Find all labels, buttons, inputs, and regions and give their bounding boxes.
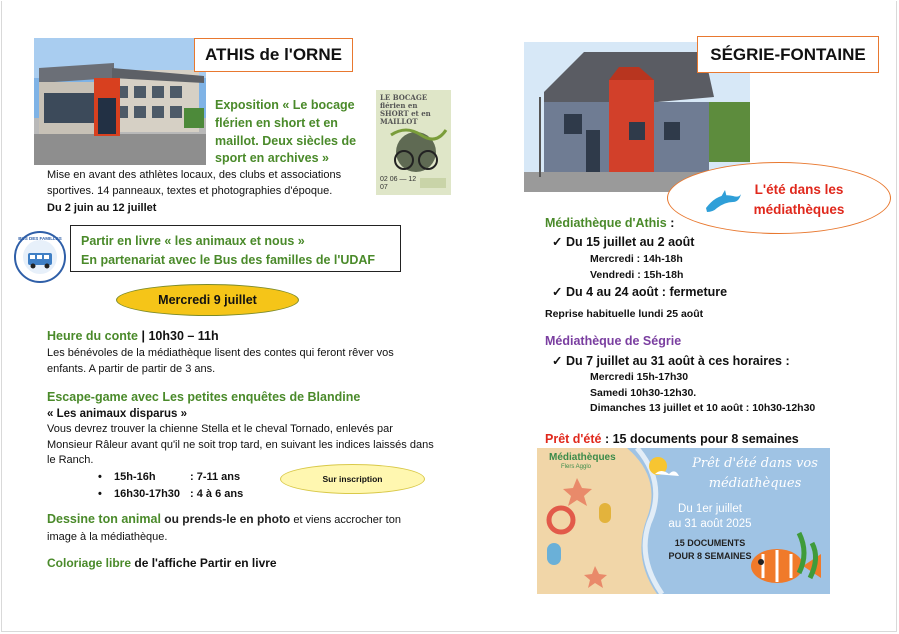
pret-rest: : 15 documents pour 8 semaines	[601, 432, 799, 446]
partner-line2: En partenariat avec le Bus des familles de l'UDAF	[81, 252, 376, 267]
poster-title: LE BOCAGE flérien en SHORT et en MAILLOT	[380, 93, 431, 127]
expo-dates: Du 2 juin au 12 juillet	[47, 202, 157, 214]
period1-text: Du 15 juillet au 2 août	[565, 235, 695, 249]
athis-media-title: Médiathèque d'Athis	[545, 216, 667, 230]
banner-script-title: Prêt d'été dans vos médiathèques	[692, 456, 818, 492]
inscription-badge: Sur inscription	[280, 464, 425, 494]
athis-title: ATHIS de l'ORNE	[194, 38, 353, 72]
banner-weeks: POUR 8 SEMAINES	[668, 551, 752, 561]
summer-loan-banner	[537, 448, 830, 594]
check-icon: ✓	[552, 354, 566, 368]
dessine-text	[47, 510, 432, 546]
check-icon: ✓	[552, 285, 566, 299]
banner-logo-sub: Flers Agglo	[561, 464, 592, 470]
athis-hour-2: Vendredi : 15h-18h	[590, 269, 684, 281]
slot-time: 16h30-17h30	[114, 488, 181, 501]
banner-logo: Médiathèques	[549, 452, 616, 463]
list-item	[98, 469, 243, 486]
escape-subtitle: « Les animaux disparus »	[47, 408, 187, 420]
escape-slots	[98, 469, 243, 503]
pret-label: Prêt d'été	[545, 432, 602, 446]
segrie-media-title: Médiathèque de Ségrie	[545, 334, 682, 348]
athis-reprise: Reprise habituelle lundi 25 août	[545, 308, 704, 320]
conte-heading	[47, 328, 219, 346]
dolphin-icon	[703, 188, 743, 218]
banner-to: au 31 août 2025	[668, 518, 752, 530]
pret-heading	[545, 431, 799, 449]
dessine-photo: ou prends-le en photo	[160, 512, 291, 526]
banner-from: Du 1er juillet	[678, 503, 742, 515]
bubble-text: L'été dans les médiathèques	[753, 182, 845, 217]
segrie-title: SÉGRIE-FONTAINE	[697, 36, 879, 73]
escape-description: Vous devrez trouver la chienne Stella et le cheval Tornado, enlevés par Monsieur Râleur avant qu'il ne soit trop tard, en suivant les indices laissés dans le Ranch.	[47, 423, 434, 467]
athis-period2	[552, 284, 727, 302]
bus-des-familles-logo	[14, 231, 66, 283]
segrie-hour-1: Mercredi 15h-17h30	[590, 371, 689, 383]
athis-library-photo	[34, 38, 206, 165]
partner-box	[70, 225, 401, 272]
athis-colon: :	[666, 216, 675, 230]
athis-hours-heading	[545, 215, 674, 233]
segrie-period-text: Du 7 juillet au 31 août à ces horaires :	[565, 354, 790, 368]
expo-title: Exposition « Le bocage flérien en short et en maillot. Deux siècles de sport en archives »	[215, 98, 357, 166]
period2-text: Du 4 au 24 août : fermeture	[565, 285, 728, 299]
slot-age: : 4 à 6 ans	[190, 488, 244, 501]
logo-text: BUS DES FAMILLES	[18, 236, 62, 241]
summer-bubble	[667, 162, 891, 234]
slot-age: : 7-11 ans	[190, 471, 241, 483]
poster-dates: 02 06 — 12 07	[380, 176, 417, 192]
segrie-period	[552, 353, 790, 371]
slot-time: 15h-16h	[114, 471, 156, 483]
segrie-hour-2: Samedi 10h30-12h30.	[590, 387, 697, 399]
conte-description: Les bénévoles de la médiathèque lisent des contes qui feront rêver vos enfants. A partir de partir de 3 ans.	[47, 347, 394, 375]
coloriage-title: Coloriage libre	[47, 556, 132, 570]
partner-line1: Partir en livre « les animaux et nous »	[81, 234, 305, 248]
date-pill: Mercredi 9 juillet	[116, 284, 299, 316]
list-item	[98, 486, 243, 503]
coloriage-text	[47, 555, 277, 572]
dessine-title: Dessine ton animal	[47, 512, 161, 526]
expo-description: Mise en avant des athlètes locaux, des clubs et associations sportives. 14 panneaux, textes et photographies d'époque.	[47, 169, 342, 197]
conte-time: 10h30 – 11h	[148, 329, 219, 343]
coloriage-rest: de l'affiche Partir en livre	[131, 556, 277, 570]
conte-sep: |	[138, 329, 149, 343]
conte-title: Heure du conte	[47, 329, 138, 343]
athis-hour-1: Mercredi : 14h-18h	[590, 253, 683, 265]
dessine-rest: et viens accrocher ton image à la médiathèque.	[47, 514, 401, 544]
escape-title: Escape-game avec Les petites enquêtes de Blandine	[47, 390, 361, 404]
expo-poster	[376, 90, 451, 195]
check-icon: ✓	[552, 235, 566, 249]
banner-docs: 15 DOCUMENTS	[674, 538, 746, 548]
segrie-hour-3: Dimanches 13 juillet et 10 août : 10h30-12h30	[590, 402, 816, 414]
athis-period1	[552, 234, 694, 252]
